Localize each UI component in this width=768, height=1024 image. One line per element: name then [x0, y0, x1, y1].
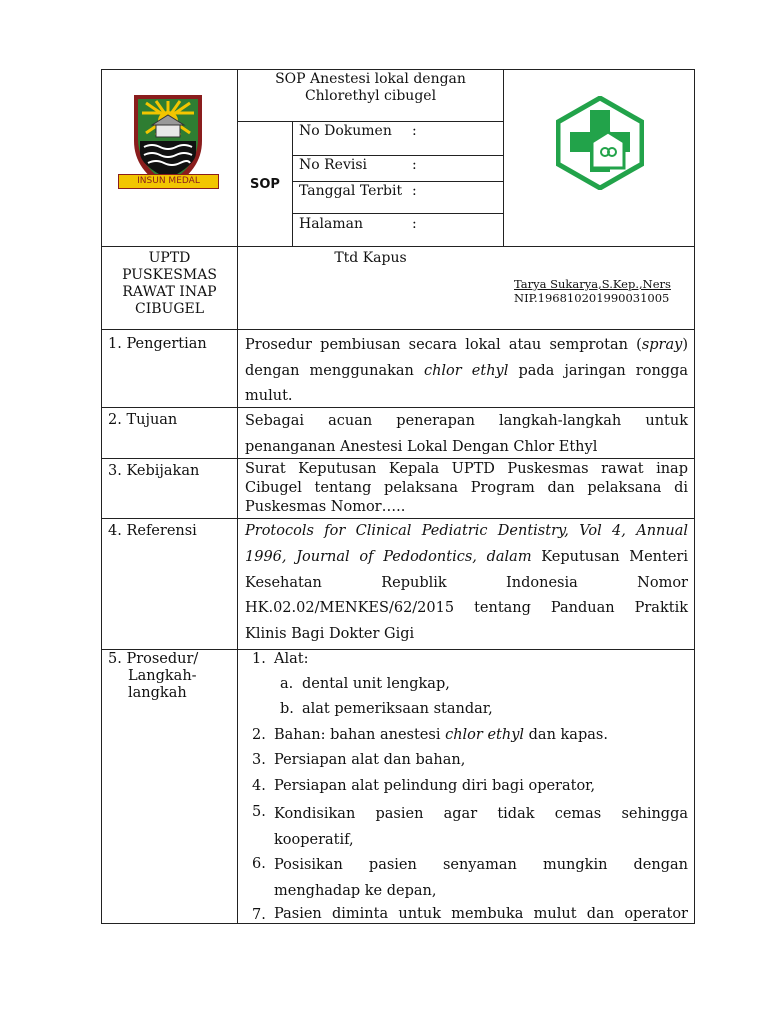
item-1a-text: dental unit lengkap,	[302, 676, 450, 692]
org-line-2: PUSKESMAS	[122, 267, 217, 283]
row-divider-header	[101, 246, 695, 247]
field-no-dokumen-label: No Dokumen	[299, 123, 392, 139]
field-halaman-label: Halaman	[299, 216, 364, 232]
org-line-3: RAWAT INAP	[122, 284, 217, 300]
row-divider-title	[237, 121, 504, 122]
item-3-text: Persiapan alat dan bahan,	[274, 752, 466, 768]
col-divider-left	[237, 69, 238, 924]
puskesmas-logo-icon	[556, 96, 644, 190]
row-divider-referensi	[101, 649, 695, 650]
table-border-right	[694, 69, 695, 924]
item-2-number: 2.	[252, 727, 266, 743]
table-border-top	[101, 69, 695, 70]
item-1a-letter: a.	[280, 676, 294, 692]
section-label-tujuan: 2. Tujuan	[108, 412, 178, 428]
sop-title-line2: Chlorethyl cibugel	[304, 88, 437, 104]
row-divider-tgl	[292, 213, 504, 214]
table-border-left	[101, 69, 102, 924]
signer-nip: NIP.196810201990031005	[514, 291, 670, 305]
section-label-kebijakan: 3. Kebijakan	[108, 463, 200, 479]
section-label-prosedur-l3: langkah	[128, 685, 187, 701]
item-7-text: Pasien diminta untuk membuka mulut dan operator	[274, 906, 688, 922]
item-5-number: 5.	[252, 804, 266, 820]
sop-label: SOP	[250, 177, 280, 192]
logo-banner-text: INSUN MEDAL	[137, 176, 200, 186]
org-line-1: UPTD	[148, 250, 191, 266]
kebijakan-text: Surat Keputusan Kepala UPTD Puskesmas rawat inap Cibugel tentang pelaksana Program dan pelaksana di Puskesmas Nomor…..	[245, 461, 688, 515]
signer-name: Tarya Sukarya,S.Kep.,Ners	[514, 277, 671, 291]
section-label-pengertian: 1. Pengertian	[108, 336, 207, 352]
col-divider-sop	[292, 121, 293, 247]
item-2-text: Bahan: bahan anestesi chlor ethyl dan kapas.	[274, 727, 608, 743]
field-no-revisi-label: No Revisi	[299, 157, 368, 173]
referensi-text: Protocols for Clinical Pediatric Dentistry, Vol 4, Annual 1996, Journal of Pedodontics, dalam Keputusan Menteri Kesehatan Republik Indonesia Nomor HK.02.02/MENKES/62/2015 tentang Panduan Praktik Klinis Bagi Dokter Gigi	[245, 523, 688, 643]
item-1-text: Alat:	[274, 651, 309, 667]
item-1b-letter: b.	[280, 701, 294, 717]
sop-title-line1: SOP Anestesi lokal dengan	[275, 71, 466, 87]
item-6-text: Posisikan pasien senyaman mungkin dengan menghadap ke depan,	[274, 857, 688, 899]
section-label-prosedur-l2: Langkah-	[128, 668, 197, 684]
item-1b-text: alat pemeriksaan standar,	[302, 701, 493, 717]
field-no-revisi-colon: :	[412, 157, 417, 173]
item-7-number: 7.	[252, 907, 266, 923]
ttd-kapus-label: Ttd Kapus	[334, 250, 407, 266]
pengertian-text: Prosedur pembiusan secara lokal atau semprotan (spray) dengan menggunakan chlor ethyl pada jaringan rongga mulut.	[245, 337, 688, 404]
item-5-text: Kondisikan pasien agar tidak cemas sehingga kooperatif,	[274, 806, 688, 848]
table-border-bottom	[101, 923, 695, 924]
item-4-text: Persiapan alat pelindung diri bagi operator,	[274, 778, 596, 794]
item-1-number: 1.	[252, 651, 266, 667]
item-3-number: 3.	[252, 752, 266, 768]
field-tanggal-terbit-label: Tanggal Terbit	[299, 183, 403, 199]
tujuan-text: Sebagai acuan penerapan langkah-langkah untuk penanganan Anestesi Lokal Dengan Chlor Ethyl	[245, 413, 688, 455]
item-4-number: 4.	[252, 778, 266, 794]
item-6-number: 6.	[252, 856, 266, 872]
field-no-dokumen-colon: :	[412, 123, 417, 139]
row-divider-sign	[101, 329, 695, 330]
section-label-referensi: 4. Referensi	[108, 523, 197, 539]
org-line-4: CIBUGEL	[134, 301, 205, 317]
row-divider-norev	[292, 181, 504, 182]
field-halaman-colon: :	[412, 216, 417, 232]
section-label-prosedur-l1: 5. Prosedur/	[108, 651, 199, 667]
field-tanggal-terbit-colon: :	[412, 183, 417, 199]
row-divider-nodok	[292, 155, 504, 156]
